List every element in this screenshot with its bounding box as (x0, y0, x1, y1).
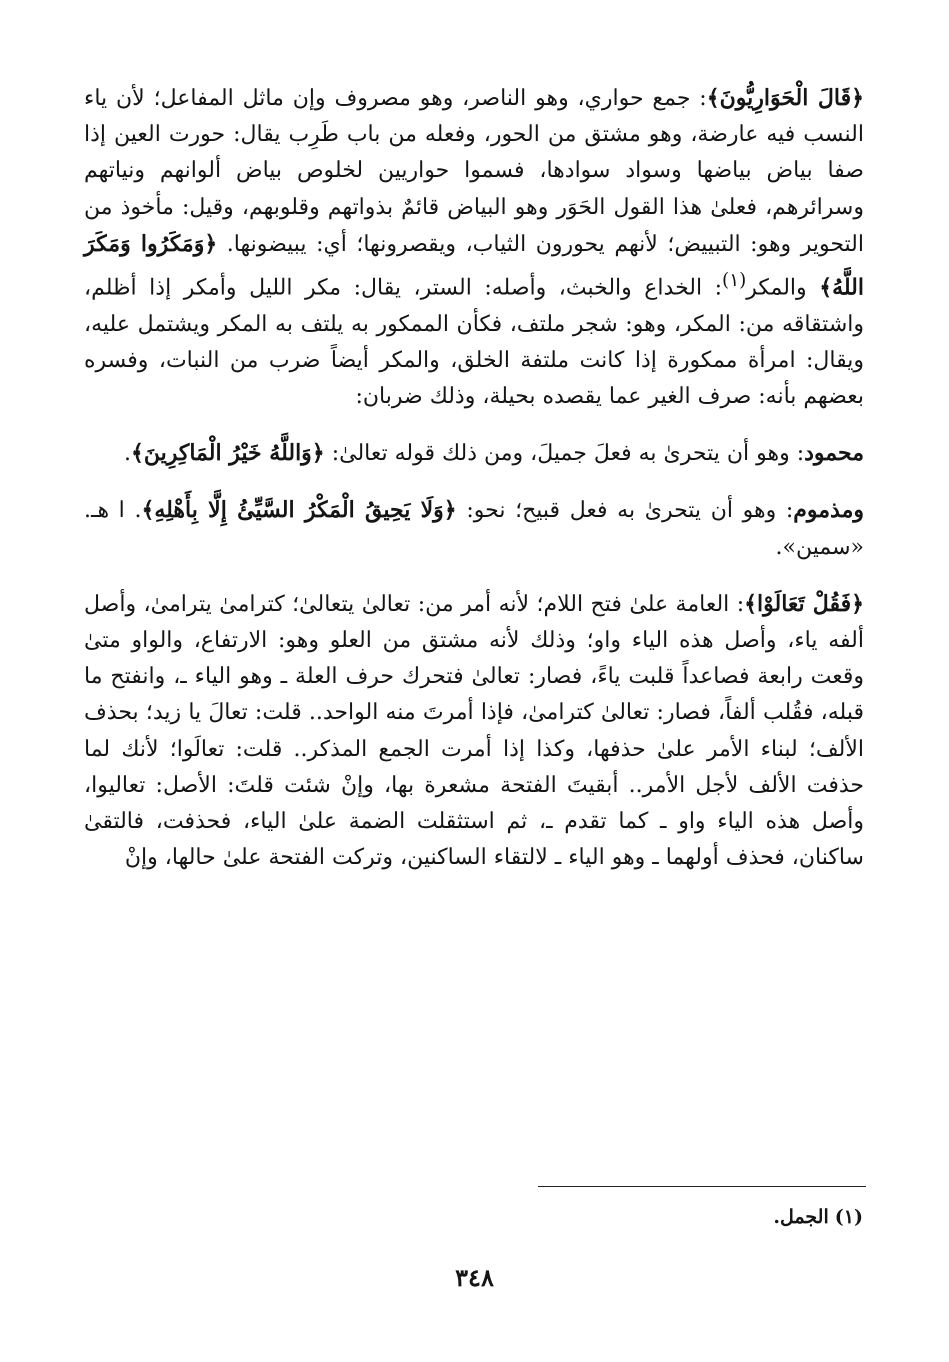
paragraph-text: : جمع حواري، وهو الناصر، وهو مصروف وإن ماثل المفاعل؛ لأن ياء النسب فيه عارضة، وهو مشتق من الحور، وفعله من باب طَرِب يقال: حورت العين إذا صفا بياض بياضها وسواد سوادها، فسموا حواريين لخلوص بياض ألوانهم ونياتهم وسرائرهم، فعلىٰ هذا القول الحَوَر وهو البياض قائمٌ بذواتهم وقلوبهم، وقيل: مأخوذ من التحوير وهو: التبييض؛ لأنهم يحورون الثياب، ويقصرونها؛ أي: يبيضونها. (84, 86, 864, 257)
paragraph-1 (84, 80, 864, 415)
paragraph-text: والمكر (746, 275, 820, 301)
paragraph-text: . ا هـ. «سمين». (84, 498, 864, 560)
lead-term: ومذموم (793, 497, 864, 524)
paragraph-text: : وهو أن يتحرىٰ به فعلَ جميلَ، ومن ذلك قوله تعالىٰ: (324, 441, 805, 467)
paragraph-text: : وهو أن يتحرىٰ به فعل قبيح؛ نحو: (456, 498, 794, 524)
footnote-separator (538, 1186, 866, 1187)
quran-quote: ﴿وَمَكَرُوا وَمَكَرَ اللَّهُ﴾ (84, 230, 864, 301)
lead-term: محمود (804, 440, 864, 467)
footnote-reference: (١) (722, 270, 747, 292)
paragraph-3 (84, 492, 864, 565)
footnote-text: الجمل. (773, 1206, 829, 1228)
paragraph-4 (84, 586, 864, 877)
footnote (463, 1203, 863, 1231)
quran-quote: ﴿فَقُلْ تَعَالَوْا﴾ (744, 590, 864, 617)
paragraph-text: . (123, 441, 131, 467)
quran-quote: ﴿وَلَا يَحِيقُ الْمَكْرُ السَّيِّئُ إِلَّا بِأَهْلِهِ﴾ (141, 497, 457, 524)
page-body (84, 80, 864, 876)
quran-quote: ﴿وَاللَّهُ خَيْرُ الْمَاكِرِينَ﴾ (130, 440, 325, 467)
paragraph-text: : الخداع والخبث، وأصله: الستر، يقال: مكر الليل وأمكر إذا أظلم، واشتقاقه من: المكر، وهو: شجر ملتف، فكأن الممكور به يلتف به المكر ويشتمل عليه، ويقال: امرأة ممكورة إذا كانت ملتفة الخلق، والمكر أيضاً ضرب من النبات، وفسره بعضهم بأنه: صرف الغير عما يقصده بحيلة، وذلك ضربان: (84, 275, 864, 409)
paragraph-text: : العامة علىٰ فتح اللام؛ لأنه أمر من: تعالىٰ يتعالىٰ؛ كترامىٰ يترامىٰ، وأصل ألفه ياء، وأصل هذه الياء واو؛ وذلك لأنه مشتق من العلو وهو: الارتفاع، والواو متىٰ وقعت رابعة فصاعداً قلبت ياءً، فصار: تعالىٰ فتحرك حرف العلة ـ وهو الياء ـ، وانفتح ما قبله، فقُلب ألفاً، فصار: تعالىٰ كترامىٰ، فإذا أمرتَ منه الواحد.. قلت: تعالَ يا زيد؛ بحذف الألف؛ لبناء الأمر علىٰ حذفها، وكذا إذا أمرت الجمع المذكر.. قلت: تعالَوا؛ لأنك لما حذفت الألف لأجل الأمر.. أبقيتَ الفتحة مشعرة بها، وإنْ شئت قلتَ: الأصل: تعاليوا، وأصل هذه الياء واو ـ كما تقدم ـ، ثم استثقلت الضمة علىٰ الياء، فحذفت، فالتقىٰ ساكنان، فحذف أولهما ـ وهو الياء ـ لالتقاء الساكنين، وتركت الفتحة علىٰ حالها، وإنْ (84, 591, 864, 871)
paragraph-2 (84, 435, 864, 472)
quran-quote: ﴿قَالَ الْحَوَارِيُّونَ﴾ (706, 85, 864, 111)
footnote-mark: (١) (834, 1206, 863, 1228)
page-number: ٣٤٨ (455, 1263, 494, 1292)
